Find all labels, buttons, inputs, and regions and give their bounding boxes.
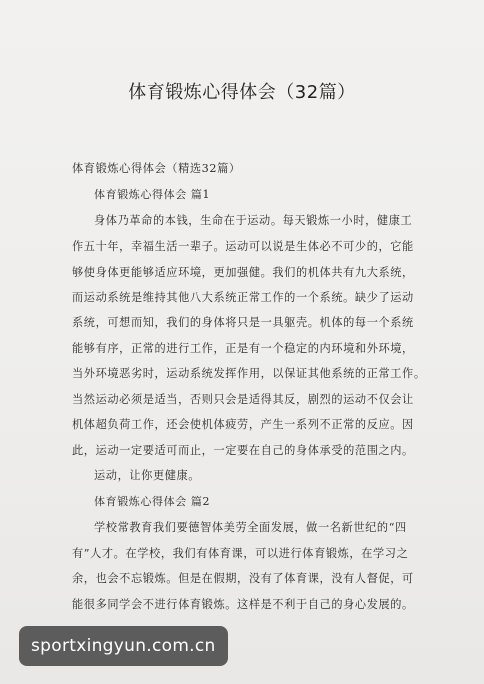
paragraph-line: 能很多同学会不进行体育锻炼。这样是不利于自己的身心发展的。 (72, 598, 414, 611)
paragraph-line: 能够有序，正常的进行工作，正是有一个稳定的内环境和外环境， (72, 342, 414, 355)
paragraph-line: 学校常教育我们要德智体美劳全面发展，做一名新世纪的“四 (94, 521, 407, 534)
paragraph-line: 有”人才。在学校，我们有体育课，可以进行体育锻炼，在学习之 (72, 547, 409, 560)
paragraph-line: 而运动系统是维持其他八大系统正常工作的一个系统。缺少了运动 (72, 291, 414, 304)
paragraph-line: 当然运动必须是适当，否则只会是适得其反，剧烈的运动不仅会让 (72, 393, 414, 406)
paragraph-line: 余，也会不忘锻炼。但是在假期，没有了体育课，没有人督促，可 (72, 572, 414, 585)
document-subtitle: 体育锻炼心得体会（精选32篇） (72, 162, 241, 175)
paragraph-line: 机体超负荷工作，还会使机体疲劳，产生一系列不正常的反应。因 (72, 418, 414, 431)
paragraph-line: 运动，让你更健康。 (94, 469, 201, 482)
document-title: 体育锻炼心得体会（32篇） (128, 82, 356, 103)
paragraph-line: 系统，可想而知，我们的身体将只是一具躯壳。机体的每一个系统 (72, 316, 414, 329)
site-watermark: sportxingyun.com.cn (19, 626, 228, 666)
section-heading-2: 体育锻炼心得体会 篇2 (94, 495, 211, 508)
paragraph-line: 此，运动一定要适可而止，一定要在自己的身体承受的范围之内。 (72, 444, 414, 457)
paragraph-line: 身体乃革命的本钱，生命在于运动。每天锻炼一小时，健康工 (94, 214, 413, 227)
section-heading-1: 体育锻炼心得体会 篇1 (94, 188, 211, 201)
paragraph-line: 够使身体更能够适应环境，更加强健。我们的机体共有九大系统， (72, 266, 414, 279)
paragraph-line: 当外环境恶劣时，运动系统发挥作用，以保证其他系统的正常工作。 (72, 367, 426, 380)
paragraph-line: 作五十年，幸福生活一辈子。运动可以说是生体必不可少的，它能 (72, 240, 414, 253)
